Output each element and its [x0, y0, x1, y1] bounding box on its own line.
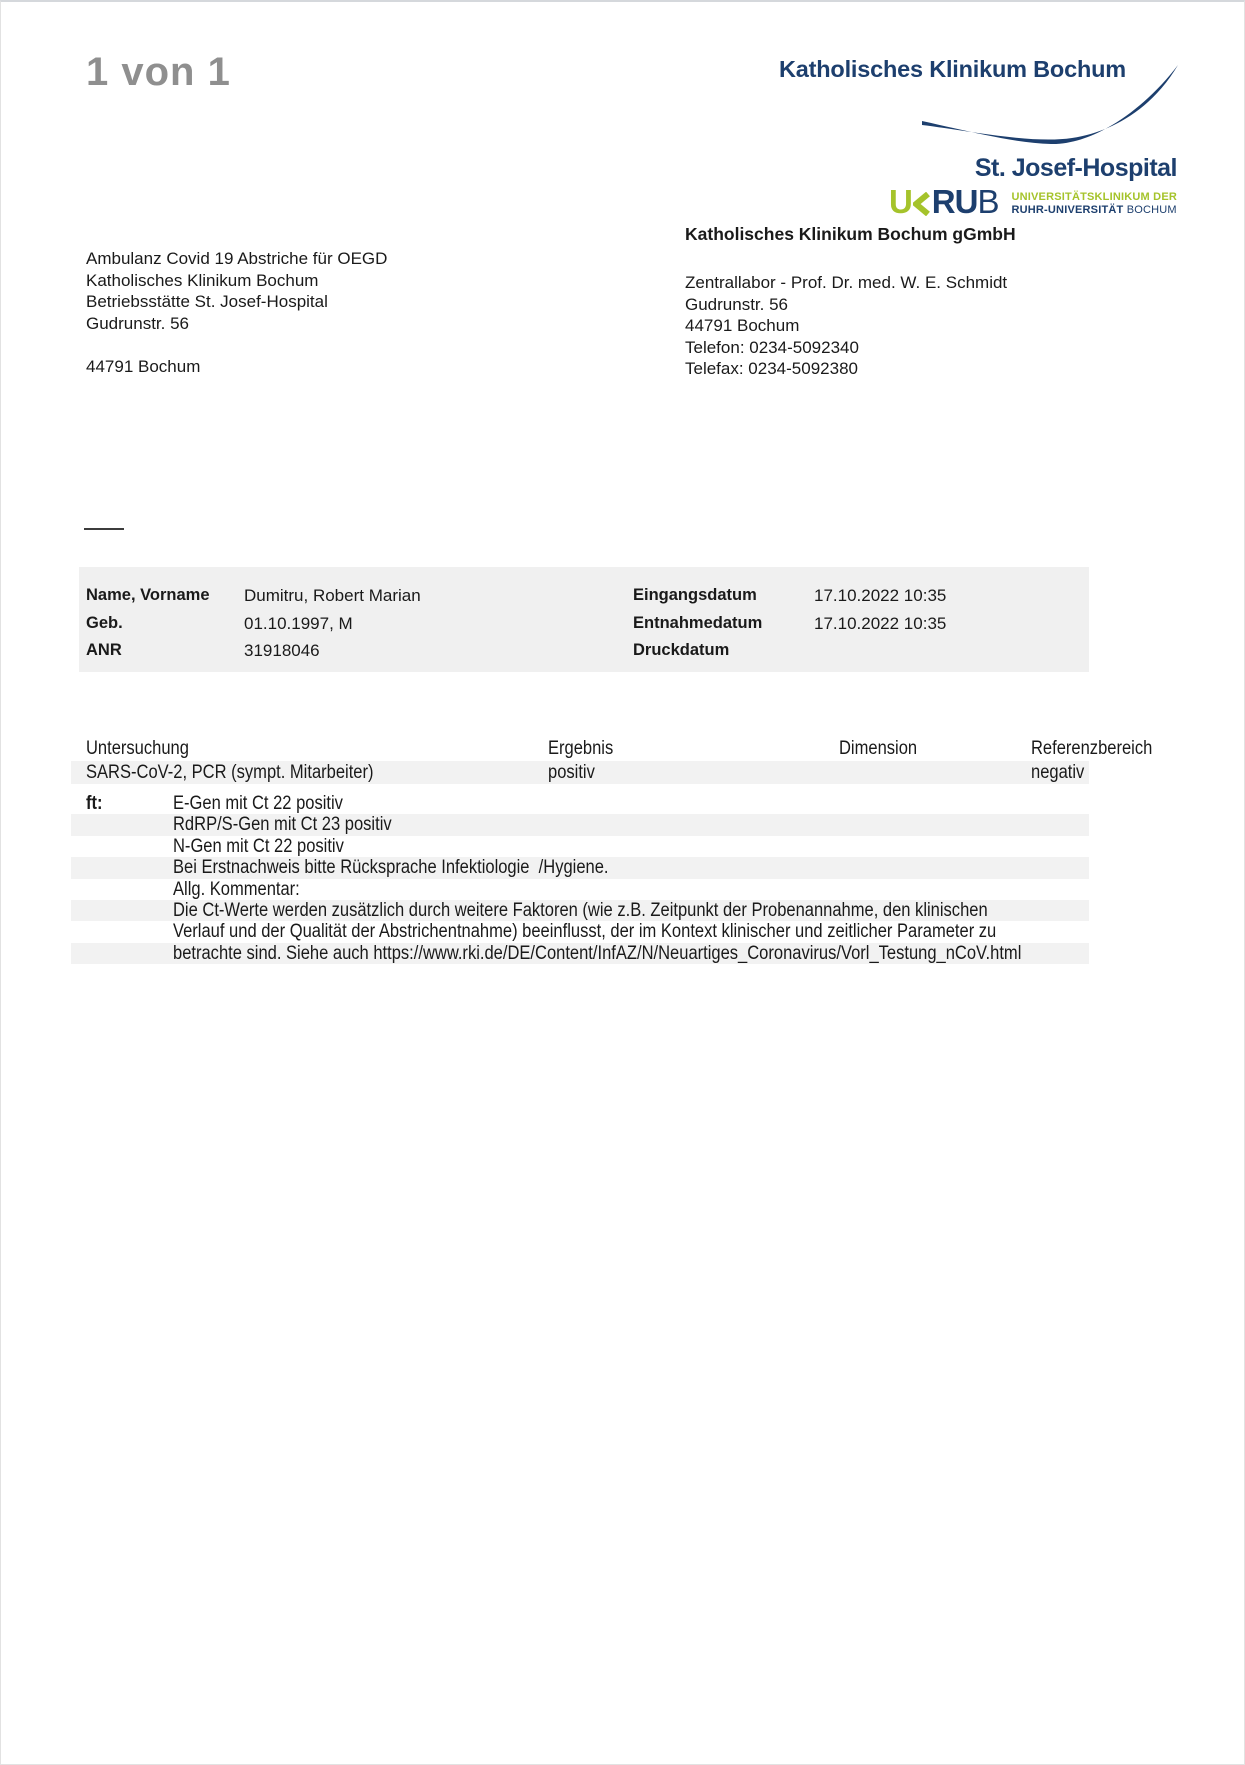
footnote-line: RdRP/S-Gen mit Ct 23 positiv: [71, 814, 1089, 835]
result-row-sars-cov-2: [71, 761, 1089, 784]
logo-text-line1: UNIVERSITÄTSKLINIKUM DER: [1011, 191, 1177, 203]
footnote-line: Allg. Kommentar:: [173, 878, 300, 900]
footnote-line: E-Gen mit Ct 22 positiv: [173, 793, 343, 814]
patient-label: Geb.: [86, 613, 123, 632]
sender-name: Katholisches Klinikum Bochum gGmbH: [685, 224, 1016, 244]
patient-label: Name, Vorname: [86, 586, 210, 604]
footnote-line: Verlauf und der Qualität der Abstrichentnahme) beeinflusst, der im Kontext klinischer und zeitlicher Parameter zu: [173, 921, 997, 943]
recipient-city: 44791 Bochum: [86, 357, 201, 376]
patient-values-right: [814, 582, 946, 637]
results-table: [71, 737, 1153, 784]
results-header-row: [71, 737, 1153, 760]
patient-values-left: [244, 582, 421, 665]
logo-letter-b: B: [977, 183, 999, 220]
recipient-line: Betriebsstätte St. Josef-Hospital: [86, 292, 328, 311]
result-test-name: SARS-CoV-2, PCR (sympt. Mitarbeiter): [86, 762, 374, 783]
patient-name-value: Dumitru, Robert Marian: [244, 586, 421, 605]
patient-info-box: [79, 567, 1089, 672]
col-referenzbereich: Referenzbereich: [1031, 738, 1153, 759]
sender-line: 44791 Bochum: [685, 316, 800, 335]
recipient-line: Katholisches Klinikum Bochum: [86, 270, 319, 290]
result-reference: negativ: [1031, 762, 1085, 783]
recipient-line: Ambulanz Covid 19 Abstriche für OEGD: [86, 249, 388, 268]
logo-chevron-icon: [913, 192, 930, 216]
col-dimension: Dimension: [839, 738, 918, 759]
page-indicator: 1 von 1: [86, 50, 231, 94]
logo-text-line2-light: BOCHUM: [1123, 203, 1177, 216]
col-untersuchung: Untersuchung: [86, 738, 189, 759]
footnote-label: ft:: [86, 793, 103, 814]
clinic-header-title: Katholisches Klinikum Bochum: [779, 56, 1126, 82]
patient-received-value: 17.10.2022 10:35: [814, 586, 947, 605]
recipient-address: [86, 248, 387, 378]
footnote-line: Bei Erstnachweis bitte Rücksprache Infektiologie /Hygiene.: [71, 857, 1089, 878]
patient-labels-right: [633, 582, 762, 665]
logo-text-line2: [1011, 204, 1177, 217]
patient-labels-left: [86, 582, 210, 665]
patient-sampled-value: 17.10.2022 10:35: [814, 613, 947, 633]
sender-phone: Telefon: 0234-5092340: [685, 337, 859, 357]
fold-mark: [84, 528, 124, 530]
patient-anr-value: 31918046: [244, 641, 320, 660]
footnote-block: [71, 793, 1089, 964]
patient-label: Druckdatum: [633, 641, 730, 659]
result-value: positiv: [548, 762, 595, 783]
footnote-line: Die Ct-Werte werden zusätzlich durch weitere Faktoren (wie z.B. Zeitpunkt der Probenannahme, den klinischen: [71, 900, 1089, 921]
footnote-line: N-Gen mit Ct 22 positiv: [173, 835, 344, 857]
sender-fax: Telefax: 0234-5092380: [685, 359, 858, 378]
patient-label: Entnahmedatum: [633, 613, 763, 632]
patient-label: ANR: [86, 641, 122, 659]
ukrub-logo: [888, 183, 1177, 220]
ukrub-logo-text: [1011, 188, 1177, 216]
footnote-line: betrachte sind. Siehe auch https://www.rki.de/DE/Content/InfAZ/N/Neuartiges_Coronavirus/Vorl_Testung_nCoV.html: [71, 943, 1089, 964]
logo-letters-ru: RU: [931, 183, 978, 220]
hospital-name: St. Josef-Hospital: [974, 154, 1177, 182]
recipient-line: Gudrunstr. 56: [86, 313, 190, 333]
logo-text-line2-bold: RUHR-UNIVERSITÄT: [1011, 203, 1124, 216]
logo-letter-u: U: [888, 183, 912, 220]
sender-line: Gudrunstr. 56: [685, 294, 789, 314]
patient-label: Eingangsdatum: [633, 586, 757, 604]
patient-dob-value: 01.10.1997, M: [244, 613, 353, 633]
col-ergebnis: Ergebnis: [548, 738, 614, 759]
ukrub-logo-letters: [888, 183, 999, 220]
sender-address: [685, 272, 1007, 380]
swoosh-icon: [916, 60, 1181, 155]
sender-line: Zentrallabor - Prof. Dr. med. W. E. Schmidt: [685, 273, 1008, 292]
